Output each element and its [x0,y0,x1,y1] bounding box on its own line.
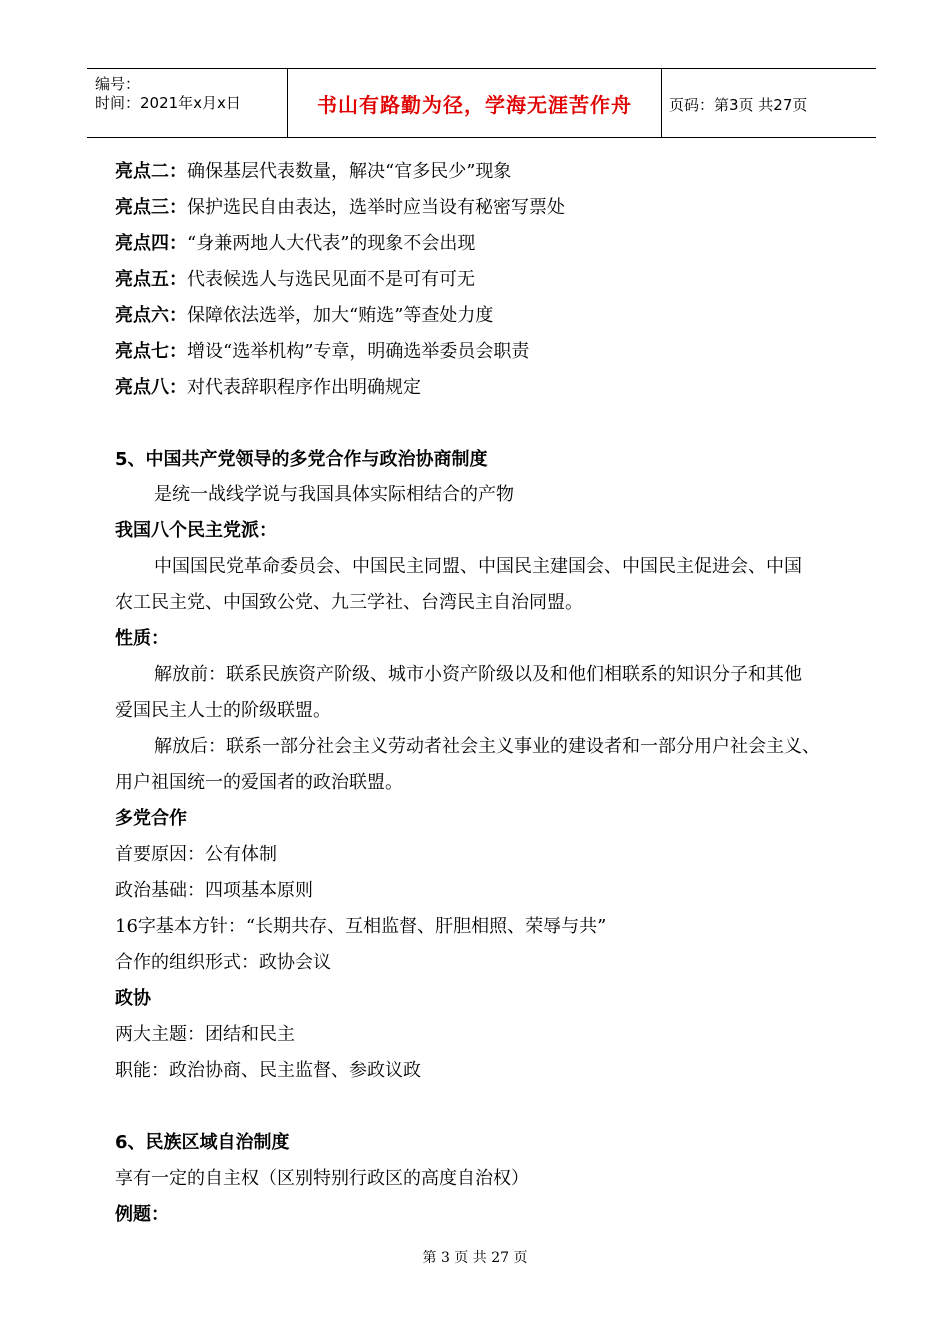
cppcc-heading: 政协 [115,988,151,1009]
example-heading: 例题： [115,1204,169,1225]
highlight-item [115,268,475,292]
coop-form: 合作的组织形式：政协会议 [115,952,331,973]
section-5-heading: 5、中国共产党领导的多党合作与政治协商制度 [115,449,488,470]
highlight-text: 确保基层代表数量，解决“官多民少”现象 [187,161,512,182]
highlight-label: 亮点六： [115,305,187,326]
nature-before-text: 爱国民主人士的阶级联盟。 [115,700,331,721]
parties-heading: 我国八个民主党派： [115,520,277,541]
highlight-item [115,160,511,184]
nature-after-text: 解放后：联系一部分社会主义劳动者社会主义事业的建设者和一部分用户社会主义、 [154,736,820,757]
highlight-label: 亮点二： [115,161,187,182]
highlight-text: 保护选民自由表达，选举时应当设有秘密写票处 [187,197,565,218]
highlight-label: 亮点八： [115,377,187,398]
section-6-text: 享有一定的自主权（区别特别行政区的高度自治权） [115,1168,529,1189]
number-label: 编号： [95,75,141,93]
coop-reason: 首要原因：公有体制 [115,844,277,865]
highlight-text: 保障依法选举，加大“贿选”等查处力度 [187,305,494,326]
time-label: 时间：2021年x月x日 [95,94,241,112]
highlight-item [115,340,529,364]
nature-heading: 性质： [115,628,169,649]
coop-policy: 16字基本方针：“长期共存、互相监督、肝胆相照、荣辱与共” [115,916,607,937]
section-5-intro: 是统一战线学说与我国具体实际相结合的产物 [154,484,514,505]
highlight-item [115,304,493,328]
highlight-label: 亮点三： [115,197,187,218]
cppcc-functions: 职能：政治协商、民主监督、参政议政 [115,1060,421,1081]
highlight-label: 亮点四： [115,233,187,254]
coop-basis: 政治基础：四项基本原则 [115,880,313,901]
nature-after-text: 用户祖国统一的爱国者的政治联盟。 [115,772,403,793]
cppcc-themes: 两大主题：团结和民主 [115,1024,295,1045]
header-motto-cell [287,69,662,137]
page-header [87,68,876,138]
highlight-text: 增设“选举机构”专章，明确选举委员会职责 [187,341,530,362]
header-right-cell [661,69,876,137]
coop-heading: 多党合作 [115,808,187,829]
nature-before-text: 解放前：联系民族资产阶级、城市小资产阶级以及和他们相联系的知识分子和其他 [154,664,802,685]
section-6-heading: 6、民族区域自治制度 [115,1132,290,1153]
highlight-item [115,376,421,400]
parties-text: 农工民主党、中国致公党、九三学社、台湾民主自治同盟。 [115,592,583,613]
highlight-item [115,232,475,256]
page-footer: 第 3 页 共 27 页 [422,1250,528,1266]
highlight-text: 代表候选人与选民见面不是可有可无 [187,269,475,290]
header-motto: 书山有路勤为径，学海无涯苦作舟 [317,93,632,117]
highlight-label: 亮点五： [115,269,187,290]
header-left-cell [87,69,287,137]
header-page-info: 页码：第3页 共27页 [669,96,808,114]
highlight-text: 对代表辞职程序作出明确规定 [187,377,421,398]
highlight-item [115,196,565,220]
highlight-text: “身兼两地人大代表”的现象不会出现 [187,233,476,254]
highlight-label: 亮点七： [115,341,187,362]
parties-text: 中国国民党革命委员会、中国民主同盟、中国民主建国会、中国民主促进会、中国 [154,556,802,577]
